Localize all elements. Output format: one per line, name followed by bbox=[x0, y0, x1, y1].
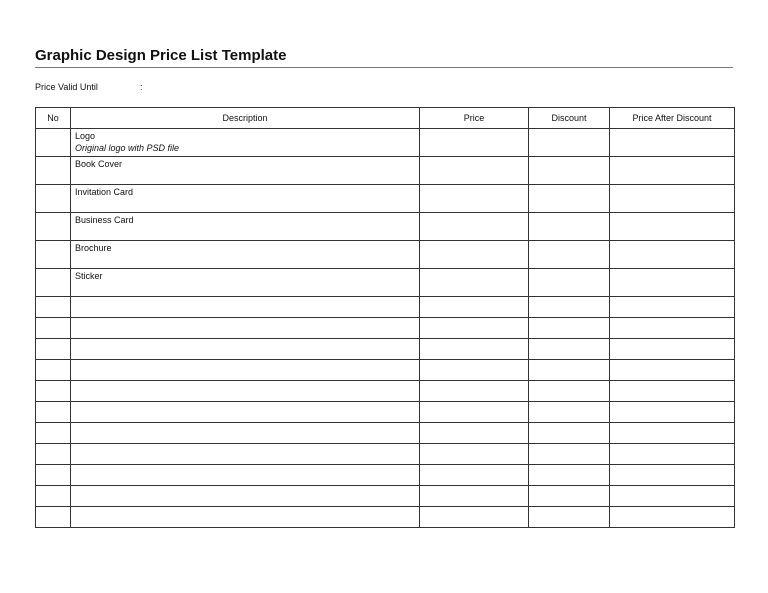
cell-no[interactable] bbox=[36, 318, 71, 339]
cell-no[interactable] bbox=[36, 486, 71, 507]
cell-no[interactable] bbox=[36, 185, 71, 213]
header-no: No bbox=[36, 108, 71, 129]
cell-price-after-discount[interactable] bbox=[610, 318, 735, 339]
cell-price[interactable] bbox=[420, 157, 529, 185]
cell-price[interactable] bbox=[420, 381, 529, 402]
table-row-empty bbox=[36, 360, 735, 381]
cell-price-after-discount[interactable] bbox=[610, 269, 735, 297]
cell-discount[interactable] bbox=[529, 185, 610, 213]
cell-no[interactable] bbox=[36, 465, 71, 486]
cell-discount[interactable] bbox=[529, 486, 610, 507]
cell-price[interactable] bbox=[420, 465, 529, 486]
cell-discount[interactable] bbox=[529, 157, 610, 185]
cell-price[interactable] bbox=[420, 423, 529, 444]
cell-no[interactable] bbox=[36, 339, 71, 360]
cell-description[interactable] bbox=[71, 402, 420, 423]
cell-price-after-discount[interactable] bbox=[610, 423, 735, 444]
cell-price[interactable] bbox=[420, 269, 529, 297]
cell-discount[interactable] bbox=[529, 269, 610, 297]
cell-no[interactable] bbox=[36, 129, 71, 157]
cell-price[interactable] bbox=[420, 318, 529, 339]
cell-discount[interactable] bbox=[529, 444, 610, 465]
cell-price-after-discount[interactable] bbox=[610, 360, 735, 381]
table-row bbox=[36, 185, 735, 213]
table-row-empty bbox=[36, 339, 735, 360]
cell-discount[interactable] bbox=[529, 381, 610, 402]
cell-description[interactable] bbox=[71, 465, 420, 486]
cell-no[interactable] bbox=[36, 444, 71, 465]
cell-price[interactable] bbox=[420, 185, 529, 213]
cell-discount[interactable] bbox=[529, 465, 610, 486]
cell-description[interactable] bbox=[71, 339, 420, 360]
table-row-empty bbox=[36, 402, 735, 423]
cell-discount[interactable] bbox=[529, 507, 610, 528]
table-row-empty bbox=[36, 297, 735, 318]
cell-no[interactable] bbox=[36, 423, 71, 444]
cell-no[interactable] bbox=[36, 269, 71, 297]
cell-no[interactable] bbox=[36, 241, 71, 269]
cell-discount[interactable] bbox=[529, 129, 610, 157]
cell-no[interactable] bbox=[36, 157, 71, 185]
cell-price[interactable] bbox=[420, 507, 529, 528]
header-price-after-discount: Price After Discount bbox=[610, 108, 735, 129]
cell-description[interactable] bbox=[71, 185, 420, 213]
price-list-table bbox=[35, 107, 735, 528]
table-row-empty bbox=[36, 507, 735, 528]
cell-price-after-discount[interactable] bbox=[610, 465, 735, 486]
cell-no[interactable] bbox=[36, 402, 71, 423]
table-row bbox=[36, 269, 735, 297]
cell-description[interactable] bbox=[71, 444, 420, 465]
item-name: Brochure bbox=[75, 243, 112, 253]
header-discount: Discount bbox=[529, 108, 610, 129]
header-price: Price bbox=[420, 108, 529, 129]
cell-discount[interactable] bbox=[529, 318, 610, 339]
item-name: Sticker bbox=[75, 271, 103, 281]
item-name: Logo bbox=[75, 131, 96, 141]
item-note: Original logo with PSD file bbox=[75, 143, 180, 153]
cell-price[interactable] bbox=[420, 402, 529, 423]
cell-discount[interactable] bbox=[529, 339, 610, 360]
cell-price-after-discount[interactable] bbox=[610, 402, 735, 423]
table-row bbox=[36, 157, 735, 185]
cell-no[interactable] bbox=[36, 297, 71, 318]
cell-discount[interactable] bbox=[529, 241, 610, 269]
cell-no[interactable] bbox=[36, 507, 71, 528]
cell-no[interactable] bbox=[36, 381, 71, 402]
cell-description[interactable] bbox=[71, 297, 420, 318]
table-row bbox=[36, 241, 735, 269]
cell-price[interactable] bbox=[420, 444, 529, 465]
cell-discount[interactable] bbox=[529, 423, 610, 444]
cell-price-after-discount[interactable] bbox=[610, 241, 735, 269]
price-valid-label: Price Valid Until bbox=[35, 82, 98, 92]
cell-description[interactable] bbox=[71, 129, 420, 157]
cell-description[interactable] bbox=[71, 507, 420, 528]
cell-price[interactable] bbox=[420, 360, 529, 381]
cell-description[interactable] bbox=[71, 269, 420, 297]
cell-price[interactable] bbox=[420, 339, 529, 360]
cell-discount[interactable] bbox=[529, 360, 610, 381]
cell-price-after-discount[interactable] bbox=[610, 444, 735, 465]
cell-discount[interactable] bbox=[529, 213, 610, 241]
header-row bbox=[36, 108, 735, 129]
page-title: Graphic Design Price List Template bbox=[35, 47, 287, 64]
item-name: Business Card bbox=[75, 215, 134, 225]
cell-description[interactable] bbox=[71, 423, 420, 444]
cell-price-after-discount[interactable] bbox=[610, 381, 735, 402]
cell-discount[interactable] bbox=[529, 297, 610, 318]
cell-description[interactable] bbox=[71, 241, 420, 269]
item-name: Invitation Card bbox=[75, 187, 134, 197]
cell-no[interactable] bbox=[36, 360, 71, 381]
table-row bbox=[36, 129, 735, 157]
cell-price[interactable] bbox=[420, 486, 529, 507]
cell-description[interactable] bbox=[71, 360, 420, 381]
cell-price-after-discount[interactable] bbox=[610, 185, 735, 213]
cell-description[interactable] bbox=[71, 318, 420, 339]
cell-price[interactable] bbox=[420, 297, 529, 318]
item-name: Book Cover bbox=[75, 159, 123, 169]
cell-price-after-discount[interactable] bbox=[610, 486, 735, 507]
cell-price-after-discount[interactable] bbox=[610, 339, 735, 360]
table-row-empty bbox=[36, 381, 735, 402]
table-row-empty bbox=[36, 486, 735, 507]
cell-description[interactable] bbox=[71, 486, 420, 507]
cell-price[interactable] bbox=[420, 241, 529, 269]
cell-price-after-discount[interactable] bbox=[610, 507, 735, 528]
table-row-empty bbox=[36, 423, 735, 444]
cell-description[interactable] bbox=[71, 381, 420, 402]
table-row-empty bbox=[36, 318, 735, 339]
cell-discount[interactable] bbox=[529, 402, 610, 423]
header-description: Description bbox=[71, 108, 420, 129]
title-divider bbox=[35, 67, 733, 68]
table-row-empty bbox=[36, 444, 735, 465]
cell-price-after-discount[interactable] bbox=[610, 157, 735, 185]
cell-price-after-discount[interactable] bbox=[610, 297, 735, 318]
cell-description[interactable] bbox=[71, 213, 420, 241]
cell-price[interactable] bbox=[420, 213, 529, 241]
price-valid-value[interactable]: : bbox=[140, 82, 143, 92]
cell-price-after-discount[interactable] bbox=[610, 129, 735, 157]
cell-description[interactable] bbox=[71, 157, 420, 185]
cell-no[interactable] bbox=[36, 213, 71, 241]
table-row bbox=[36, 213, 735, 241]
cell-price-after-discount[interactable] bbox=[610, 213, 735, 241]
cell-price[interactable] bbox=[420, 129, 529, 157]
table-row-empty bbox=[36, 465, 735, 486]
